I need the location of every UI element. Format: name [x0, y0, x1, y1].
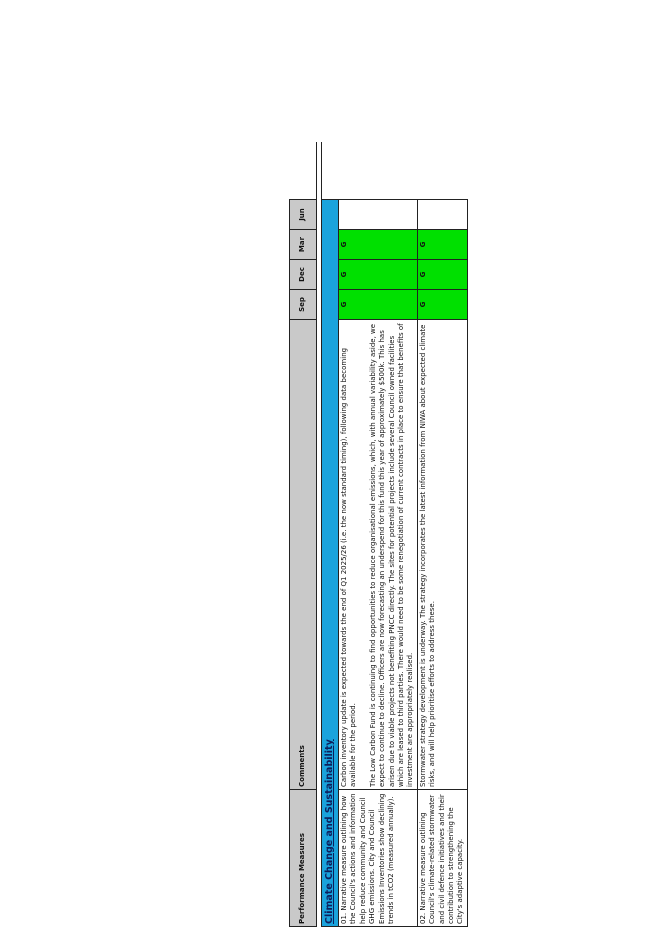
header-jun: Jun [290, 200, 317, 230]
rag-status-dec: G [339, 260, 418, 290]
comment-paragraph: The Low Carbon Fund is continuing to find opportunities to reduce organisational emissions, which, with annual variability aside, we expect to continue to decline. Officers are now forecasting an underspend for this fund this year of approximately $500k. This has arisen due to viable projects not benefiting PNCC directly. The sites for potential projects include several Council owned facilities which are leased to third parties. There would need to be some renegotiation of current contracts in place to ensure that benefits of investment are appropriately realised. [369, 322, 416, 787]
measure-cell: 02. Narrative measure outlining Council's climate-related stormwater and civil defence initiatives and their contribution to strengthening the City's adaptive capacity. [417, 790, 467, 927]
comment-paragraph: Carbon inventory update is expected towards the end of Q1 2025/26 (i.e. the now standard timing), following data becoming available for the period. [340, 322, 359, 787]
table-row [417, 143, 467, 927]
table-row [339, 143, 418, 927]
comment-cell [339, 320, 418, 790]
comment-paragraph: Stormwater strategy development is underway. The strategy incorporates the latest information from NIWA about expected climate risks, and will help prioritise efforts to address these. [419, 322, 438, 787]
header-blank [290, 143, 317, 200]
section-title: Climate Change and Sustainability [324, 739, 335, 924]
header-sep: Sep [290, 290, 317, 320]
measure-cell: 01. Narrative measure outlining how the Council's actions and information help reduce community and Council GHG emissions. City and Council Emissions Inventories show declining trends in tCO2 (measured annually). [339, 790, 418, 927]
header-mar: Mar [290, 230, 317, 260]
rag-status-sep: G [417, 290, 467, 320]
header-row [290, 143, 317, 927]
section-cell [322, 200, 339, 927]
rag-status-mar: G [417, 230, 467, 260]
header-dec: Dec [290, 260, 317, 290]
comment-cell [417, 320, 467, 790]
rag-status-jun [417, 200, 467, 230]
rotated-page [289, 143, 533, 927]
rag-status-sep: G [339, 290, 418, 320]
rag-status-jun [339, 200, 418, 230]
section-row [322, 143, 339, 927]
header-measure: Performance Measures [290, 790, 317, 927]
rag-status-dec: G [417, 260, 467, 290]
performance-table [289, 143, 468, 927]
header-comments: Comments [290, 320, 317, 790]
rag-status-mar: G [339, 230, 418, 260]
